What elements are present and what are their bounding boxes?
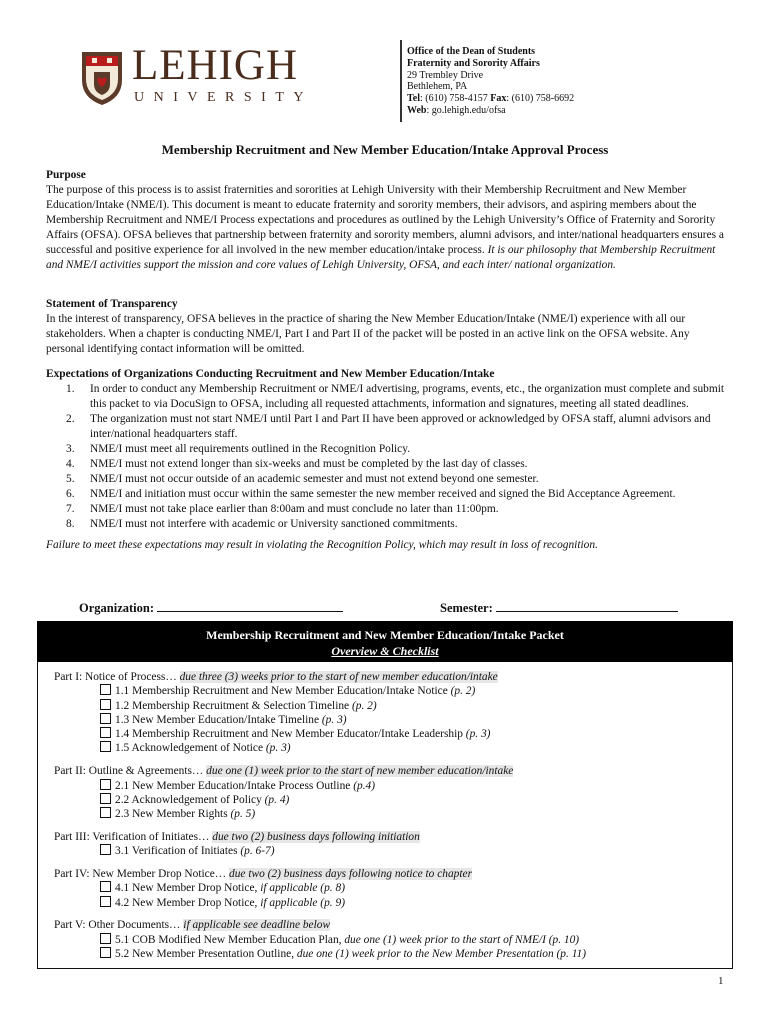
expectations-list [46,382,726,532]
checkbox[interactable] [100,699,111,710]
purpose-heading: Purpose [46,169,86,181]
checklist-part [54,830,724,859]
part-heading: Part IV: New Member Drop Notice… due two (2) business days following notice to chapter [54,868,473,881]
shield-icon [80,50,124,106]
list-item: 1. In order to conduct any Membership Recruitment or NME/I advertising, programs, events, etc., the organization must complete and submit this packet to via DocuSign to OFSA, including all requested attachments, information and signatures, meeting all stated deadlines. [66,383,725,410]
packet-header-bar [37,621,733,662]
list-item: 4. NME/I must not extend longer than six-weeks and must be completed by the last day of classes. [66,458,528,470]
semester-field[interactable] [440,601,678,616]
office-web-link[interactable]: : go.lehigh.edu/ofsa [426,104,506,116]
office-city: Bethlehem, PA [407,81,468,93]
checklist-part [54,670,724,756]
list-item: 3. NME/I must meet all requirements outlined in the Recognition Policy. [66,443,411,455]
office-street: 29 Trembley Drive [407,69,484,81]
checklist-item: 1.2 Membership Recruitment & Selection Timeline (p. 2) [54,699,724,713]
semester-input[interactable] [496,601,678,612]
checklist [54,670,724,970]
logo-subtitle: UNIVERSITY [134,90,313,105]
part-heading: Part II: Outline & Agreements… due one (1) week prior to the start of new member education/intake [54,765,514,778]
packet-title: Membership Recruitment and New Member Education/Intake Packet [206,628,564,642]
checkbox[interactable] [100,713,111,724]
purpose-text: The purpose of this process is to assist fraternities and sororities at Lehigh University with their Membership Recruitment and New Member Education/Intake (NME/I). This document is meant to educate fraternity and sorority members, their advisors, and aspiring members about the Membership Recruitment and NME/I Process expectations and procedures as outlined by the Lehigh University’s Office of Fraternity and Sorority Affairs (OFSA). OFSA believes that partnership between fraternity and sorority members, alumni advisors, and inter/national headquarters ensures a successful and positive experience for all involved in the new member education/intake process. It is our philosophy that Membership Recruitment and NME/I activities support the mission and core values of Lehigh University, OFSA, and each inter/ national organization. [46,184,724,271]
office-department: Fraternity and Sorority Affairs [407,57,540,69]
list-item: 6. NME/I and initiation must occur within the same semester the new member received and signed the Bid Acceptance Agreement. [66,488,676,500]
organization-field[interactable] [79,601,343,616]
expectations-section [46,367,726,553]
lehigh-logo [80,42,345,110]
checklist-item: 2.2 Acknowledgement of Policy (p. 4) [54,793,724,807]
checkbox[interactable] [100,896,111,907]
checklist-part [54,867,724,910]
logo-wordmark: LEHIGH [132,42,299,89]
checklist-item: 1.5 Acknowledgement of Notice (p. 3) [54,741,724,755]
checklist-part [54,918,724,961]
checklist-item: 2.1 New Member Education/Intake Process Outline (p.4) [54,779,724,793]
checkbox[interactable] [100,684,111,695]
office-address [407,46,574,117]
checkbox[interactable] [100,779,111,790]
list-item: 7. NME/I must not take place earlier than 8:00am and must conclude no later than 11:00pm. [66,503,499,515]
page-number: 1 [718,975,724,987]
transparency-text: In the interest of transparency, OFSA believes in the practice of sharing the New Member Education/Intake (NME/I) experience with all our stakeholders. When a chapter is conducting NME/I, Part I and Part II of the packet will be posted in an active link on the OFSA website. Any personal identifying contact information will be omitted. [46,313,690,355]
checkbox[interactable] [100,793,111,804]
transparency-heading: Statement of Transparency [46,298,178,310]
checkbox[interactable] [100,947,111,958]
packet-subtitle: Overview & Checklist [331,644,439,658]
checklist-item: 1.1 Membership Recruitment and New Member Education/Intake Notice (p. 2) [54,684,724,698]
checklist-item: 2.3 New Member Rights (p. 5) [54,807,724,821]
checkbox[interactable] [100,727,111,738]
purpose-section [46,168,726,273]
checkbox[interactable] [100,933,111,944]
checklist-item: 3.1 Verification of Initiates (p. 6-7) [54,844,724,858]
list-item: 5. NME/I must not occur outside of an academic semester and must not extend beyond one semester. [66,473,539,485]
office-phone-line: Tel: (610) 758-4157 Fax: (610) 758-6692 [407,93,575,105]
checkbox[interactable] [100,881,111,892]
checkbox[interactable] [100,844,111,855]
expectations-heading: Expectations of Organizations Conducting Recruitment and New Member Education/Intake [46,368,495,380]
checklist-item: 4.2 New Member Drop Notice, if applicable (p. 9) [54,896,724,910]
part-heading: Part V: Other Documents… if applicable see deadline below [54,919,331,932]
checklist-item: 5.1 COB Modified New Member Education Plan, due one (1) week prior to the start of NME/I (p. 10) [54,933,724,947]
checklist-item: 1.3 New Member Education/Intake Timeline (p. 3) [54,713,724,727]
list-item: 8. NME/I must not interfere with academic or University sanctioned commitments. [66,518,458,530]
organization-input[interactable] [157,601,343,612]
checkbox[interactable] [100,807,111,818]
organization-label: Organization: [79,601,154,615]
checklist-part [54,764,724,821]
semester-label: Semester: [440,601,493,615]
office-name: Office of the Dean of Students [407,46,536,57]
failure-note: Failure to meet these expectations may result in violating the Recognition Policy, which may result in loss of recognition. [46,539,598,551]
checklist-item: 4.1 New Member Drop Notice, if applicable (p. 8) [54,881,724,895]
list-item: 2. The organization must not start NME/I until Part I and Part II have been approved or acknowledged by OFSA staff, alumni advisors and inter/national headquarters staff. [66,413,711,440]
page-title: Membership Recruitment and New Member Education/Intake Approval Process [161,142,609,157]
checklist-item: 1.4 Membership Recruitment and New Member Educator/Intake Leadership (p. 3) [54,727,724,741]
office-web-line: Web: go.lehigh.edu/ofsa [407,104,506,116]
header-divider [400,40,402,122]
transparency-section [46,297,726,357]
part-heading: Part III: Verification of Initiates… due two (2) business days following initiation [54,830,420,843]
part-heading: Part I: Notice of Process… due three (3) weeks prior to the start of new member education/intake [54,671,498,683]
checkbox[interactable] [100,741,111,752]
checklist-item: 5.2 New Member Presentation Outline, due one (1) week prior to the New Member Presentation (p. 11) [54,947,724,961]
